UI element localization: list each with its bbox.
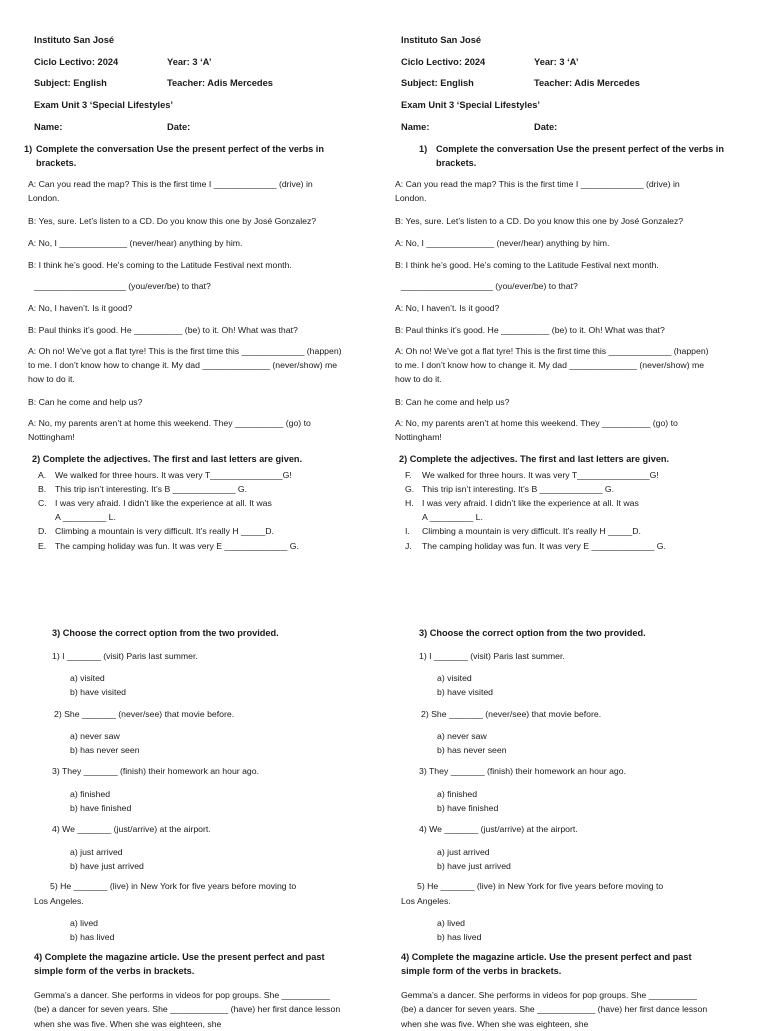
- item-letter: C.: [38, 498, 47, 509]
- dialogue-line: B: Can he come and help us?: [395, 397, 510, 407]
- option-a: a) lived: [437, 918, 466, 928]
- subject: Subject: English: [401, 78, 474, 88]
- article-text: Gemma’s a dancer. She performs in videos for pop groups. She __________ (be) a dancer for seven years. She ____________ (have) her first dance lesson when she was five. When she was eighteen, she: [401, 990, 708, 1029]
- section-3-title: 3) Choose the correct option from the two provided.: [419, 628, 646, 638]
- option-b: b) has never seen: [437, 745, 507, 755]
- question-stem: 4) We _______ (just/arrive) at the airport.: [52, 824, 211, 834]
- option-a: a) finished: [437, 789, 478, 799]
- item-text: The camping holiday was fun. It was very E _____________ G.: [422, 540, 666, 551]
- dialogue-line: A: Can you read the map? This is the first time I _____________ (drive) in London.: [28, 179, 313, 203]
- teacher: Teacher: Adis Mercedes: [167, 78, 273, 88]
- item-continuation: A _________ L.: [422, 511, 483, 522]
- dialogue-line: ___________________ (you/ever/be) to that?: [401, 281, 578, 291]
- dialogue-line: B: Paul thinks it’s good. He __________ (be) to it. Oh! What was that?: [28, 325, 298, 335]
- date-label: Date:: [534, 122, 558, 132]
- option-b: b) have visited: [437, 687, 494, 697]
- question-stem: 5) He _______ (live) in New York for five years before moving to: [50, 881, 297, 891]
- option-a: a) just arrived: [437, 847, 490, 857]
- section-3-title: 3) Choose the correct option from the two provided.: [52, 628, 279, 638]
- item-letter: A.: [38, 470, 47, 480]
- item-letter: E.: [38, 540, 47, 551]
- item-text: I was very afraid. I didn’t like the experience at all. It was: [55, 498, 272, 509]
- school-year: Ciclo Lectivo: 2024: [401, 57, 486, 67]
- item-text: This trip isn’t interesting. It’s B _____________ G.: [422, 484, 615, 495]
- option-a: a) finished: [70, 789, 111, 799]
- section-1-number: 1): [419, 144, 428, 154]
- question-stem: 1) I _______ (visit) Paris last summer.: [419, 651, 565, 661]
- option-b: b) have finished: [437, 803, 499, 813]
- adjective-item: [405, 524, 705, 538]
- question-stem: 1) I _______ (visit) Paris last summer.: [52, 651, 198, 661]
- item-letter: I.: [405, 526, 410, 537]
- item-text: Climbing a mountain is very difficult. It’s really H _____D.: [55, 526, 274, 537]
- section-1-title: [24, 143, 334, 171]
- exam-title: Exam Unit 3 ‘Special Lifestyles’: [401, 100, 540, 110]
- question-stem: 3) They _______ (finish) their homework an hour ago.: [52, 766, 260, 776]
- option-a: a) just arrived: [70, 847, 123, 857]
- dialogue-line: A: Oh no! We’ve got a flat tyre! This is the first time this _____________ (happen) to me. I don’t know how to change it. My dad ______________ (never/show) me how to do it.: [395, 346, 709, 384]
- question-stem-continuation: Los Angeles.: [401, 896, 451, 906]
- school-year: Ciclo Lectivo: 2024: [34, 57, 119, 67]
- dialogue-line: B: Yes, sure. Let’s listen to a CD. Do you know this one by José Gonzalez?: [395, 216, 684, 226]
- option-b: b) have visited: [70, 687, 127, 697]
- dialogue-line: B: Paul thinks it’s good. He __________ (be) to it. Oh! What was that?: [395, 325, 665, 335]
- option-a: a) never saw: [437, 731, 487, 741]
- name-label: Name:: [34, 122, 63, 132]
- adjective-item: [405, 539, 705, 553]
- option-a: a) never saw: [70, 731, 120, 741]
- dialogue-line: A: No, I ______________ (never/hear) anything by him.: [28, 238, 243, 248]
- item-text: We walked for three hours. It was very T_______________G!: [55, 470, 292, 480]
- question-stem-continuation: Los Angeles.: [34, 896, 84, 906]
- question-stem: 5) He _______ (live) in New York for five years before moving to: [417, 881, 664, 891]
- option-b: b) have finished: [70, 803, 132, 813]
- option-b: b) have just arrived: [70, 861, 144, 871]
- item-text: Climbing a mountain is very difficult. It’s really H _____D.: [422, 526, 641, 537]
- item-letter: G.: [405, 484, 415, 495]
- item-text: This trip isn’t interesting. It’s B _____________ G.: [55, 484, 248, 495]
- adjective-list: [405, 468, 705, 553]
- name-label: Name:: [401, 122, 430, 132]
- item-text: I was very afraid. I didn’t like the experience at all. It was: [422, 498, 639, 509]
- dialogue-line: B: I think he’s good. He’s coming to the Latitude Festival next month.: [28, 260, 292, 270]
- item-letter: J.: [405, 540, 412, 551]
- option-b: b) has never seen: [70, 745, 140, 755]
- question-stem: 2) She _______ (never/see) that movie before.: [421, 709, 602, 719]
- dialogue-line: B: I think he’s good. He’s coming to the Latitude Festival next month.: [395, 260, 659, 270]
- dialogue-line: B: Yes, sure. Let’s listen to a CD. Do you know this one by José Gonzalez?: [28, 216, 317, 226]
- subject: Subject: English: [34, 78, 107, 88]
- section-2-title: 2) Complete the adjectives. The first and last letters are given.: [399, 454, 670, 464]
- option-a: a) lived: [70, 918, 99, 928]
- adjective-list: [38, 468, 338, 553]
- question-stem: 4) We _______ (just/arrive) at the airport.: [419, 824, 578, 834]
- item-letter: D.: [38, 526, 47, 537]
- adjective-item: [405, 468, 705, 482]
- option-b: b) has lived: [70, 932, 115, 942]
- option-a: a) visited: [437, 673, 472, 683]
- option-b: b) have just arrived: [437, 861, 511, 871]
- section-1-instructions: Complete the conversation Use the present perfect of the verbs in brackets.: [36, 144, 324, 168]
- dialogue-line: A: No, my parents aren’t at home this weekend. They __________ (go) to Nottingham!: [28, 418, 311, 442]
- option-b: b) has lived: [437, 932, 482, 942]
- teacher: Teacher: Adis Mercedes: [534, 78, 640, 88]
- adjective-item: [38, 468, 338, 482]
- adjective-item: [38, 524, 338, 538]
- section-1-title: [419, 143, 731, 171]
- adjective-item: [38, 539, 338, 553]
- date-label: Date:: [167, 122, 191, 132]
- question-stem: 3) They _______ (finish) their homework an hour ago.: [419, 766, 627, 776]
- section-2-title: 2) Complete the adjectives. The first and last letters are given.: [32, 454, 303, 464]
- article-text: Gemma’s a dancer. She performs in videos for pop groups. She __________ (be) a dancer for seven years. She ____________ (have) her first dance lesson when she was five. When she was eighteen, she: [34, 990, 341, 1029]
- dialogue-line: A: Can you read the map? This is the first time I _____________ (drive) in London.: [395, 179, 680, 203]
- section-1-number: 1): [24, 144, 33, 154]
- section-4-title: 4) Complete the magazine article. Use the present perfect and past simple form of the verbs in brackets.: [401, 952, 692, 976]
- item-continuation: A _________ L.: [55, 511, 116, 522]
- adjective-item: [38, 496, 338, 510]
- exam-copy-right: [393, 0, 743, 1029]
- item-letter: H.: [405, 498, 414, 509]
- dialogue-line: A: No, my parents aren’t at home this weekend. They __________ (go) to Nottingham!: [395, 418, 678, 442]
- dialogue-line: A: No, I haven’t. Is it good?: [395, 303, 500, 313]
- school-name: Instituto San José: [401, 35, 482, 45]
- question-stem: 2) She _______ (never/see) that movie before.: [54, 709, 235, 719]
- adjective-item: [38, 482, 338, 496]
- dialogue-line: B: Can he come and help us?: [28, 397, 143, 407]
- adjective-item: [405, 482, 705, 496]
- dialogue-line: A: No, I ______________ (never/hear) anything by him.: [395, 238, 610, 248]
- item-letter: F.: [405, 470, 412, 480]
- section-4-title: 4) Complete the magazine article. Use the present perfect and past simple form of the verbs in brackets.: [34, 952, 325, 976]
- adjective-item: [405, 496, 705, 510]
- dialogue-line: ___________________ (you/ever/be) to that?: [34, 281, 211, 291]
- dialogue-line: A: Oh no! We’ve got a flat tyre! This is the first time this _____________ (happen) to me. I don’t know how to change it. My dad ______________ (never/show) me how to do it.: [28, 346, 342, 384]
- item-text: We walked for three hours. It was very T_______________G!: [422, 470, 659, 480]
- school-name: Instituto San José: [34, 35, 115, 45]
- course-year: Year: 3 ‘A’: [534, 57, 579, 67]
- course-year: Year: 3 ‘A’: [167, 57, 212, 67]
- exam-copy-left: [24, 0, 376, 1029]
- section-1-instructions: Complete the conversation Use the present perfect of the verbs in brackets.: [436, 144, 724, 168]
- item-text: The camping holiday was fun. It was very E _____________ G.: [55, 540, 299, 551]
- dialogue-line: A: No, I haven’t. Is it good?: [28, 303, 133, 313]
- item-letter: B.: [38, 484, 47, 495]
- exam-title: Exam Unit 3 ‘Special Lifestyles’: [34, 100, 173, 110]
- option-a: a) visited: [70, 673, 105, 683]
